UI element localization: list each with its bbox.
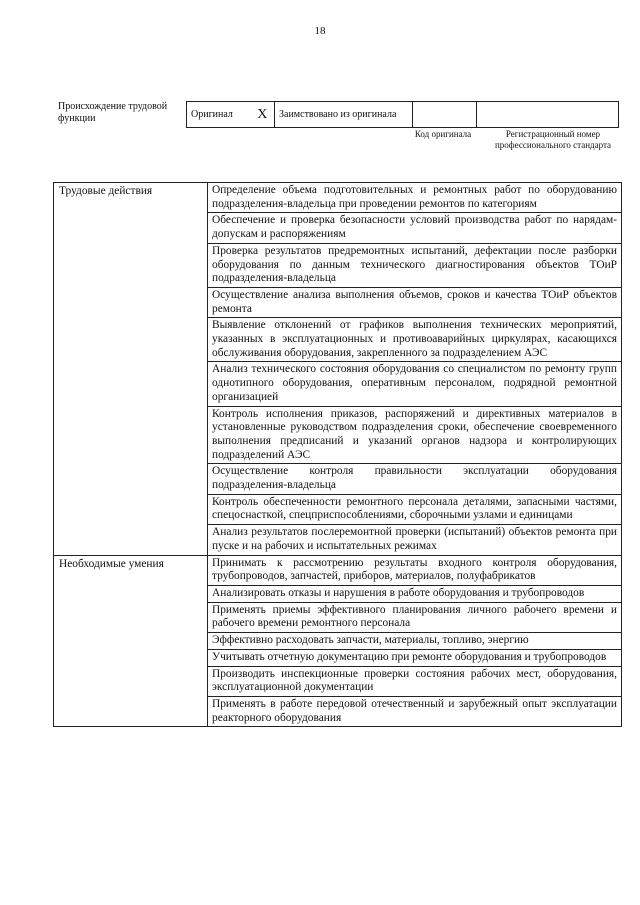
section-item: Осуществление анализа выполнения объемов, сроков и качества ТОиР объектов ремонта xyxy=(208,287,622,317)
section-item: Проверка результатов предремонтных испытаний, дефектации после разборки оборудования по данным технического диагностирования объектов ТОиР подразделения-владельца xyxy=(208,243,622,287)
reg-number-cell xyxy=(477,102,619,128)
origin-table xyxy=(186,101,619,128)
section-item: Применять приемы эффективного планирования личного рабочего времени и рабочего времени ремонтного персонала xyxy=(208,602,622,632)
section-item: Обеспечение и проверка безопасности условий производства работ по нарядам-допускам и распоряжениям xyxy=(208,213,622,243)
section-item: Выявление отклонений от графиков выполнения технических мероприятий, указанных в эксплуатационных и противоаварийных циркулярах, касающихся обслуживания оборудования, закрепленного за подразделением АЭС xyxy=(208,318,622,362)
section-item: Осуществление контроля правильности эксплуатации оборудования подразделения-владельца xyxy=(208,464,622,494)
original-mark: X xyxy=(251,102,275,128)
functions-table xyxy=(53,182,622,727)
section-item: Определение объема подготовительных и ремонтных работ по оборудованию подразделения-владельца при проведении ремонтов по категориям xyxy=(208,183,622,213)
section-item: Производить инспекционные проверки состояния рабочих мест, оборудования, эксплуатационной документации xyxy=(208,666,622,696)
section-item: Анализ технического состояния оборудования со специалистом по ремонту групп однотипного оборудования, оперативным персоналом, подрядной ремонтной организацией xyxy=(208,362,622,406)
section-item: Контроль исполнения приказов, распоряжений и директивных материалов в установленные руководством подразделения сроки, обеспечение своевременного выполнения предписаний и указаний органов надзора и контролирующих подразделений АЭС xyxy=(208,406,622,464)
section-item: Анализ результатов послеремонтной проверки (испытаний) объектов ремонта при пуске и на рабочих и испытательных режимах xyxy=(208,525,622,555)
page-number: 18 xyxy=(314,25,326,37)
section-label: Необходимые умения xyxy=(54,555,208,727)
section-item: Принимать к рассмотрению результаты входного контроля оборудования, трубопроводов, запчастей, приборов, материалов, полуфабрикатов xyxy=(208,555,622,585)
code-caption: Код оригинала xyxy=(414,129,472,139)
section-item: Эффективно расходовать запчасти, материалы, топливо, энергию xyxy=(208,633,622,650)
table-row xyxy=(54,555,622,585)
section-item: Учитывать отчетную документацию при ремонте оборудования и трубопроводов xyxy=(208,649,622,666)
original-label: Оригинал xyxy=(187,102,251,128)
code-cell xyxy=(413,102,477,128)
section-item: Контроль обеспеченности ремонтного персонала деталями, запасными частями, спецоснасткой, спецприспособлениями, сборочными узлами и единицами xyxy=(208,494,622,524)
origin-label: Происхождение трудовой функции xyxy=(58,101,168,124)
borrowed-label: Заимствовано из оригинала xyxy=(275,102,413,128)
section-item: Применять в работе передовой отечественный и зарубежный опыт эксплуатации реакторного оборудования xyxy=(208,696,622,726)
reg-caption: Регистрационный номер профессионального стандарта xyxy=(494,129,612,151)
table-row xyxy=(54,183,622,213)
functions-table-body xyxy=(54,183,622,727)
section-item: Анализировать отказы и нарушения в работе оборудования и трубопроводов xyxy=(208,585,622,602)
section-label: Трудовые действия xyxy=(54,183,208,556)
